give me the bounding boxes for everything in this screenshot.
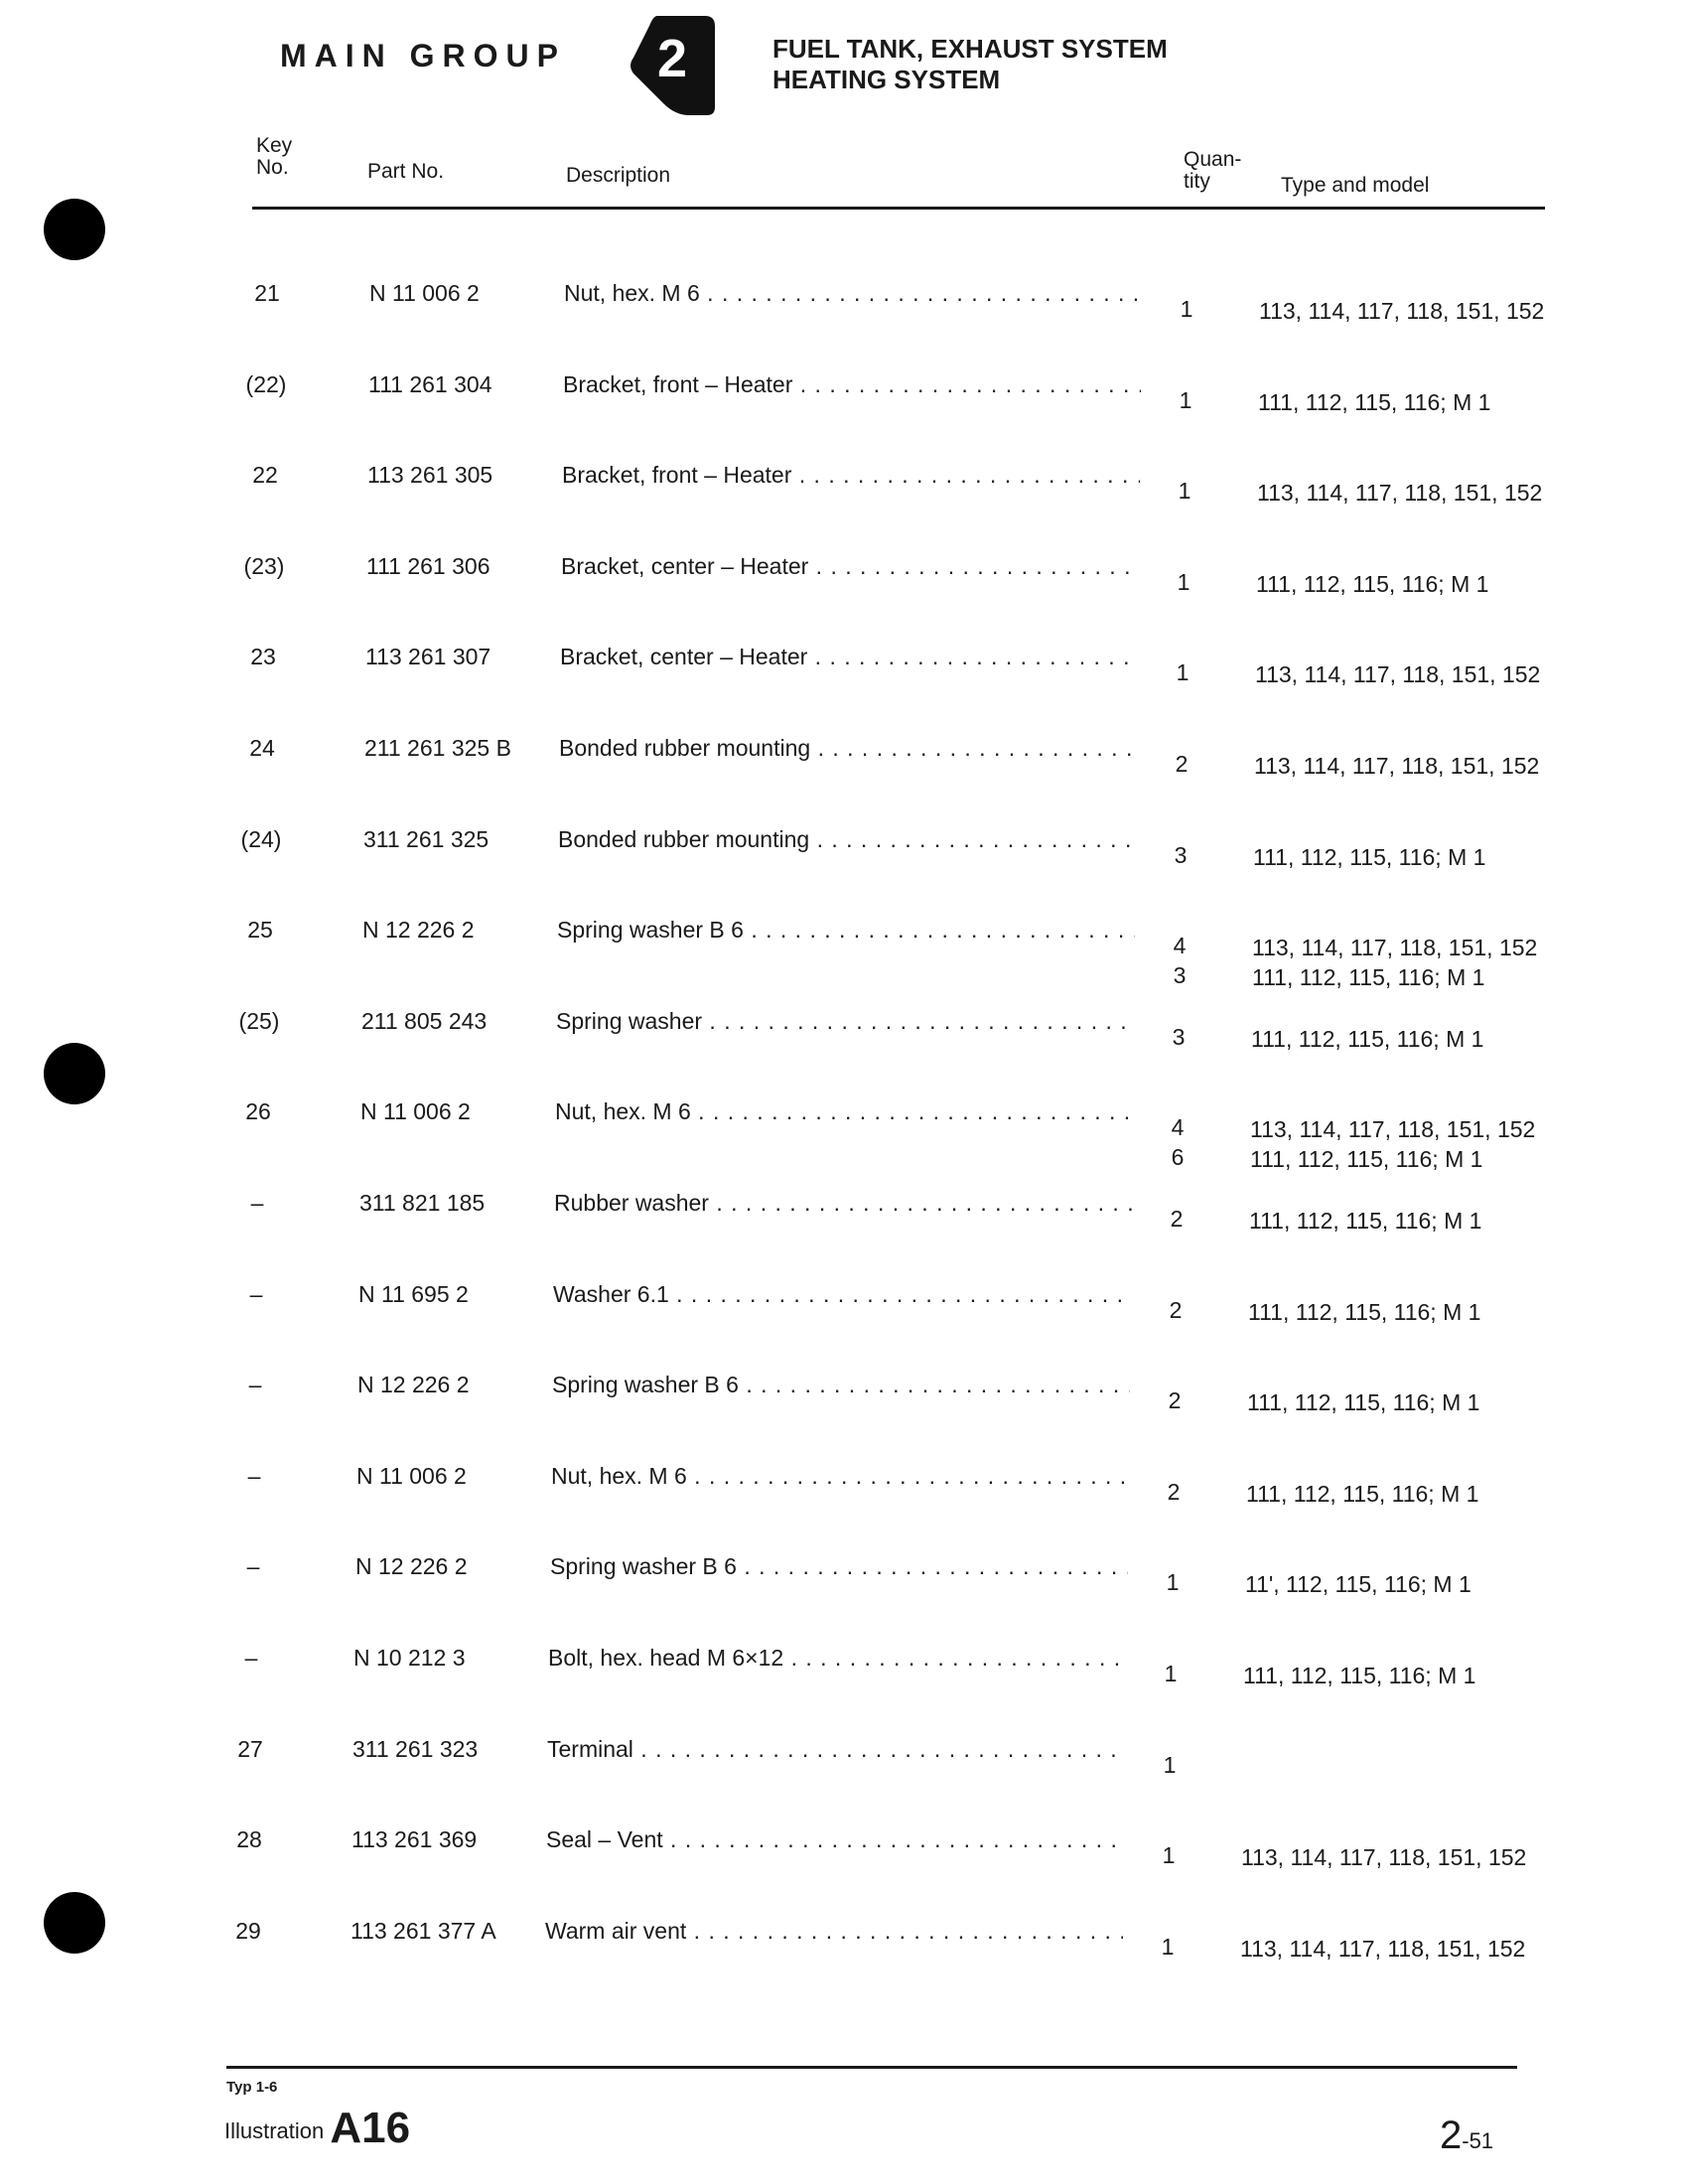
page-number-main: 2: [1440, 2113, 1463, 2157]
quantity: 4 6: [1171, 1114, 1185, 1170]
key-number: 28: [236, 1826, 262, 1852]
quantity: 1: [1179, 387, 1192, 413]
column-header-quantity: Quan- tity: [1184, 148, 1242, 193]
part-number: N 12 226 2: [357, 1372, 470, 1397]
part-description: Warm air vent . . .: [545, 1918, 1123, 1945]
column-header-description: Description: [566, 164, 671, 187]
part-number: 211 261 325 B: [364, 735, 511, 761]
quantity: 1: [1161, 1934, 1175, 1960]
key-number: (22): [245, 371, 287, 397]
part-description: Bracket, center – Heater . . .: [561, 553, 1139, 580]
part-description: Spring washer B 6 . . .: [557, 917, 1135, 944]
section-title-line1: FUEL TANK, EXHAUST SYSTEM: [772, 34, 1168, 64]
quantity: 3: [1174, 842, 1188, 868]
column-header-part-no: Part No.: [367, 160, 445, 183]
type-and-model: 113, 114, 117, 118, 151, 152: [1254, 753, 1540, 779]
illustration-code: A16: [330, 2104, 411, 2152]
table-row: [0, 462, 1682, 521]
part-description: Bracket, center – Heater . . .: [560, 644, 1138, 670]
part-description: Spring washer B 6 . . .: [550, 1553, 1128, 1580]
column-header-type-model: Type and model: [1281, 174, 1430, 197]
quantity: 1: [1176, 659, 1190, 685]
quantity: 2: [1170, 1206, 1184, 1232]
quantity: 1: [1177, 569, 1191, 595]
part-number: N 11 695 2: [358, 1281, 469, 1307]
quantity: 2: [1167, 1479, 1181, 1505]
part-number: 113 261 377 A: [350, 1918, 496, 1944]
table-row: [0, 280, 1682, 340]
key-number: –: [244, 1645, 258, 1671]
type-and-model: 111, 112, 115, 116; M 1: [1258, 389, 1491, 415]
type-and-model: 113, 114, 117, 118, 151, 152: [1257, 480, 1543, 506]
key-number: –: [247, 1463, 261, 1489]
part-number: 113 261 307: [365, 644, 491, 669]
part-number: 211 805 243: [361, 1008, 488, 1034]
part-number: 111 261 306: [366, 553, 491, 579]
page-number: [1440, 2113, 1493, 2158]
key-number: –: [248, 1372, 262, 1397]
section-title-line2: HEATING SYSTEM: [772, 65, 1001, 94]
key-number: –: [246, 1553, 260, 1579]
part-description: Nut, hex. M 6 . . .: [551, 1463, 1129, 1490]
table-row: [0, 644, 1682, 703]
part-description: Bonded rubber mounting . . .: [559, 735, 1137, 762]
table-row: [0, 1098, 1682, 1172]
table-row: [0, 917, 1682, 990]
quantity: 2: [1175, 751, 1189, 777]
quantity: 1: [1163, 1752, 1177, 1778]
key-number: 26: [245, 1098, 271, 1124]
part-number: N 11 006 2: [360, 1098, 471, 1124]
part-number: 311 821 185: [359, 1190, 486, 1216]
key-number: –: [249, 1281, 263, 1307]
part-number: 113 261 369: [351, 1826, 478, 1852]
table-row: [0, 1736, 1682, 1796]
key-number: 21: [254, 280, 280, 306]
header-rule: [252, 207, 1545, 210]
part-description: Spring washer B 6 . . .: [552, 1372, 1130, 1398]
type-and-model: 113, 114, 117, 118, 151, 152: [1241, 1844, 1527, 1870]
quantity: 3: [1172, 1024, 1186, 1050]
part-description: Terminal . . .: [547, 1736, 1125, 1763]
table-row: [0, 1190, 1682, 1249]
part-number: N 11 006 2: [369, 280, 480, 306]
table-row: [0, 371, 1682, 431]
part-number: N 12 226 2: [362, 917, 475, 943]
key-number: 29: [235, 1918, 261, 1944]
type-and-model: 113, 114, 117, 118, 151, 152 111, 112, 115, 116; M 1: [1250, 1116, 1536, 1172]
quantity: 4 3: [1173, 933, 1187, 988]
table-row: [0, 553, 1682, 613]
key-number: 24: [249, 735, 275, 761]
column-header-key-no: Key No.: [256, 134, 293, 179]
type-and-model: 11', 112, 115, 116; M 1: [1245, 1571, 1472, 1597]
type-and-model: 113, 114, 117, 118, 151, 152 111, 112, 115, 116; M 1: [1252, 935, 1538, 990]
part-description: Washer 6.1 . . .: [553, 1281, 1131, 1308]
key-number: 22: [252, 462, 278, 488]
type-and-model: 111, 112, 115, 116; M 1: [1246, 1481, 1479, 1507]
group-number-badge: [628, 12, 717, 115]
table-row: [0, 735, 1682, 795]
part-number: N 11 006 2: [356, 1463, 467, 1489]
type-and-model: 111, 112, 115, 116; M 1: [1249, 1208, 1482, 1234]
type-and-model: 113, 114, 117, 118, 151, 152: [1259, 298, 1545, 324]
key-number: (23): [243, 553, 285, 579]
key-number: (24): [240, 826, 282, 852]
illustration-reference: [224, 2104, 410, 2153]
part-description: Spring washer . . .: [556, 1008, 1134, 1035]
group-number: 2: [656, 29, 688, 88]
table-row: [0, 826, 1682, 886]
part-number: 113 261 305: [367, 462, 493, 488]
main-group-label: MAIN GROUP: [280, 38, 566, 73]
quantity: 2: [1169, 1297, 1183, 1323]
type-range-label: Typ 1-6: [226, 2079, 278, 2096]
type-and-model: 111, 112, 115, 116; M 1: [1248, 1299, 1481, 1325]
table-row: [0, 1463, 1682, 1523]
table-row: [0, 1372, 1682, 1431]
part-number: 311 261 325: [363, 826, 490, 852]
quantity: 1: [1164, 1661, 1178, 1686]
part-description: Seal – Vent . . .: [546, 1826, 1124, 1853]
key-number: 25: [247, 917, 273, 943]
table-row: [0, 1645, 1682, 1704]
table-row: [0, 1553, 1682, 1613]
table-row: [0, 1918, 1682, 1977]
part-description: Bracket, front – Heater . . .: [562, 462, 1140, 489]
quantity: 1: [1166, 1569, 1180, 1595]
quantity: 1: [1162, 1842, 1176, 1868]
key-number: (25): [238, 1008, 280, 1034]
type-and-model: 111, 112, 115, 116; M 1: [1251, 1026, 1484, 1052]
part-number: N 10 212 3: [353, 1645, 466, 1671]
section-title: [772, 34, 1168, 95]
binder-hole: [44, 199, 105, 260]
table-row: [0, 1008, 1682, 1068]
footer-rule: [226, 2066, 1517, 2069]
key-number: 27: [237, 1736, 263, 1762]
part-description: Bracket, front – Heater . . .: [563, 371, 1141, 398]
type-and-model: 111, 112, 115, 116; M 1: [1243, 1663, 1476, 1688]
quantity: 1: [1180, 296, 1193, 322]
illustration-label: Illustration: [224, 2118, 325, 2143]
type-and-model: 111, 112, 115, 116; M 1: [1256, 571, 1489, 597]
table-row: [0, 1281, 1682, 1341]
part-description: Nut, hex. M 6 . . .: [564, 280, 1142, 307]
part-description: Nut, hex. M 6 . . .: [555, 1098, 1133, 1125]
part-number: 111 261 304: [368, 371, 492, 397]
key-number: 23: [250, 644, 276, 669]
quantity: 1: [1178, 478, 1191, 504]
part-number: 311 261 323: [352, 1736, 479, 1762]
table-row: [0, 1826, 1682, 1886]
part-description: Rubber washer . . .: [554, 1190, 1132, 1217]
part-description: Bonded rubber mounting . . .: [558, 826, 1136, 853]
part-number: N 12 226 2: [355, 1553, 468, 1579]
type-and-model: 111, 112, 115, 116; M 1: [1253, 844, 1486, 870]
part-description: Bolt, hex. head M 6×12 . . .: [548, 1645, 1126, 1672]
type-and-model: 111, 112, 115, 116; M 1: [1247, 1389, 1480, 1415]
page-number-sub: -51: [1462, 2128, 1494, 2153]
key-number: –: [250, 1190, 264, 1216]
type-and-model: 113, 114, 117, 118, 151, 152: [1255, 661, 1541, 687]
quantity: 2: [1168, 1387, 1182, 1413]
type-and-model: 113, 114, 117, 118, 151, 152: [1240, 1936, 1526, 1962]
